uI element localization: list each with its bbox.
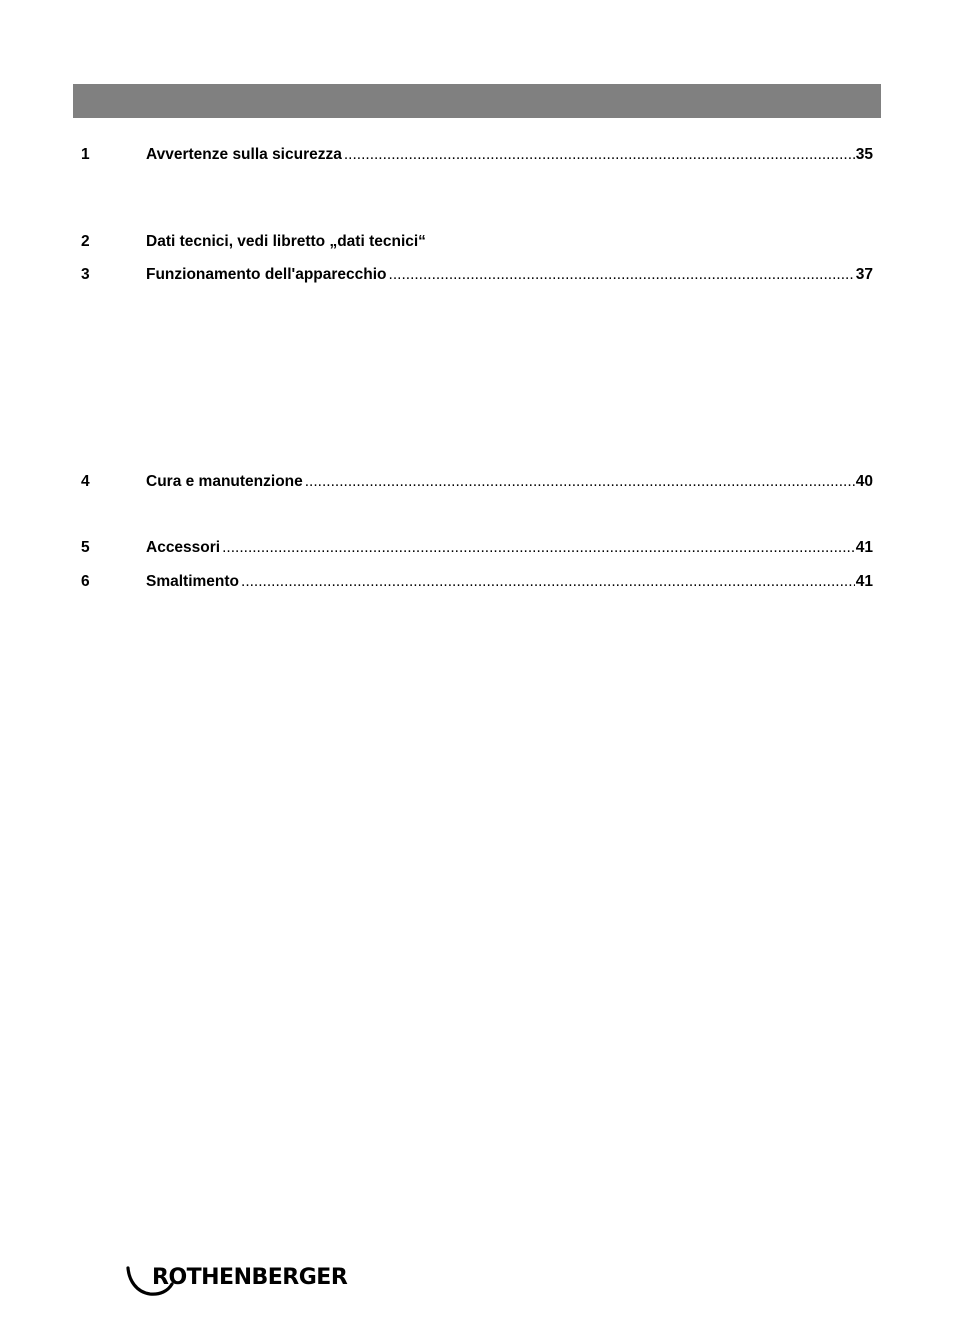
toc-entry[interactable] [81,145,873,165]
toc-number: 6 [81,573,90,590]
toc-dot-leader [344,145,855,165]
toc-title[interactable]: Smaltimento [146,573,240,590]
toc-page-number[interactable]: 41 [855,539,873,556]
toc-number: 1 [81,146,90,163]
rothenberger-logo [124,1264,364,1298]
toc-title[interactable]: Funzionamento dell'apparecchio [146,266,387,283]
toc-number: 4 [81,473,90,490]
toc-page-number[interactable]: 41 [855,573,873,590]
toc-page-number[interactable]: 40 [855,473,873,490]
toc-page-number[interactable]: 35 [855,146,873,163]
toc-title[interactable]: Dati tecnici, vedi libretto „dati tecnici“ [146,233,426,250]
header-bar [73,84,881,118]
toc-title[interactable]: Avvertenze sulla sicurezza [146,146,342,163]
toc-page-number[interactable]: 37 [855,266,873,283]
toc-entry[interactable] [81,265,873,285]
toc-dot-leader [389,265,855,285]
logo-text: ROTHENBERGER [152,1265,348,1290]
toc-entry[interactable] [81,232,873,252]
toc-title[interactable]: Accessori [146,539,221,556]
toc-entry[interactable] [81,472,873,492]
toc-entry[interactable] [81,572,873,592]
toc-entry[interactable] [81,538,873,558]
toc-number: 5 [81,539,90,556]
toc-title[interactable]: Cura e manutenzione [146,473,303,490]
toc-dot-leader [241,572,855,592]
toc-dot-leader [222,538,855,558]
toc-number: 3 [81,266,90,283]
toc-number: 2 [81,233,90,250]
toc-dot-leader [305,472,855,492]
